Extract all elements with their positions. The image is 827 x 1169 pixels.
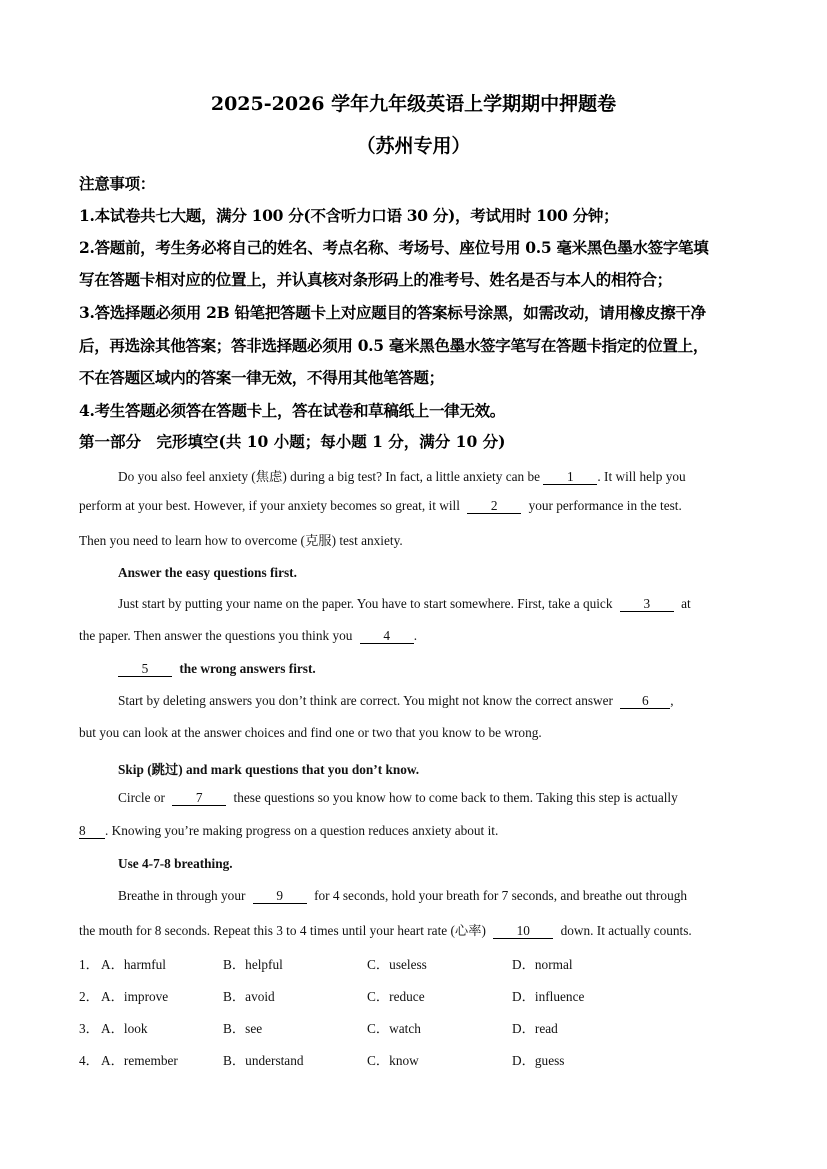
notes-line-4: 3.答选择题必须用 2B 铅笔把答题卡上对应题目的答案标号涂黑，如需改动，请用橡皮擦干净 [79,303,706,322]
text: . It will help you [597,469,686,484]
blank-1[interactable]: 1 [543,470,597,485]
passage-line [118,596,788,612]
text: Start by deleting answers you don’t think are correct. You might not know the correct answer [118,693,613,708]
blank-2[interactable]: 2 [467,499,521,514]
passage-subheading: Answer the easy questions first. [118,565,297,580]
blank-8[interactable]: 8 [79,824,105,839]
passage-line [118,693,788,709]
text: the paper. Then answer the questions you think you [79,628,353,643]
passage-line [79,498,749,514]
blank-3[interactable]: 3 [620,597,674,612]
passage-line [118,466,788,485]
question-number: 2． [79,989,99,1004]
text: your performance in the test. [528,498,682,513]
text: , [670,693,674,708]
text: Circle or [118,790,165,805]
blank-7[interactable]: 7 [172,791,226,806]
passage-line [118,888,788,904]
text: Do you also feel anxiety (焦虑) during a big test? In fact, a little anxiety can be [118,469,541,484]
passage-line [118,790,788,806]
option-c[interactable]: C．watch [367,1021,421,1036]
option-c[interactable]: C．know [367,1053,419,1068]
passage-line: Then you need to learn how to overcome (克服) test anxiety. [79,533,403,548]
passage-line [79,920,749,939]
text: for 4 seconds, hold your breath for 7 seconds, and breathe out through [314,888,688,903]
blank-9[interactable]: 9 [253,889,307,904]
question-number: 4． [79,1053,99,1068]
passage-line [79,628,749,644]
question-number: 3． [79,1021,99,1036]
passage-subheading [118,661,788,677]
notes-line-6: 不在答题区域内的答案一律无效，不得用其他笔答题； [79,368,444,387]
page-title: 2025-2026 学年九年级英语上学期期中押题卷 [210,93,617,115]
text: . Knowing you’re making progress on a question reduces anxiety about it. [105,823,499,838]
text: at [681,596,691,611]
notes-heading: 注意事项： [79,174,156,193]
option-d[interactable]: D．read [512,1021,558,1036]
option-c[interactable]: C．reduce [367,989,425,1004]
option-b[interactable]: B．see [223,1021,263,1036]
passage-subheading: Skip (跳过) and mark questions that you don’t know. [118,762,420,777]
option-a[interactable]: A．improve [101,989,169,1004]
blank-6[interactable]: 6 [620,694,670,709]
option-b[interactable]: B．understand [223,1053,304,1068]
text: the wrong answers first. [179,661,316,676]
option-d[interactable]: D．influence [512,989,585,1004]
text: Just start by putting your name on the paper. You have to start somewhere. First, take a quick [118,596,613,611]
text: perform at your best. However, if your anxiety becomes so great, it will [79,498,460,513]
option-b[interactable]: B．avoid [223,989,275,1004]
notes-line-5: 后，再选涂其他答案；答非选择题必须用 0.5 毫米黑色墨水签字笔写在答题卡指定的位置上， [79,336,709,355]
text: the mouth for 8 seconds. Repeat this 3 to 4 times until your heart rate (心率) [79,923,486,938]
page-subtitle: （苏州专用） [356,135,471,157]
blank-10[interactable]: 10 [493,924,553,939]
passage-line: but you can look at the answer choices and find one or two that you know to be wrong. [79,725,542,740]
option-a[interactable]: A．remember [101,1053,178,1068]
blank-4[interactable]: 4 [360,629,414,644]
question-number: 1． [79,957,99,972]
text: Breathe in through your [118,888,246,903]
text: . [413,628,418,643]
section-heading: 第一部分 完形填空(共 10 小题；每小题 1 分，满分 10 分) [79,432,506,451]
notes-line-7: 4.考生答题必须答在答题卡上，答在试卷和草稿纸上一律无效。 [79,401,505,420]
notes-line-3: 写在答题卡相对应的位置上，并认真核对条形码上的准考号、姓名是否与本人的相符合； [79,270,672,289]
notes-line-2: 2.答题前，考生务必将自己的姓名、考点名称、考场号、座位号用 0.5 毫米黑色墨水签字笔填 [79,238,709,257]
text: down. It actually counts. [560,923,692,938]
passage-subheading: Use 4-7-8 breathing. [118,856,233,871]
text: these questions so you know how to come back to them. Taking this step is actually [233,790,678,805]
option-b[interactable]: B．helpful [223,957,283,972]
option-c[interactable]: C．useless [367,957,427,972]
option-a[interactable]: A．look [101,1021,148,1036]
option-d[interactable]: D．guess [512,1053,565,1068]
notes-line-1: 1.本试卷共七大题，满分 100 分(不含听力口语 30 分)，考试用时 100 分钟； [79,206,619,225]
option-a[interactable]: A．harmful [101,957,166,972]
blank-5[interactable]: 5 [118,662,172,677]
passage-line [79,823,749,839]
option-d[interactable]: D．normal [512,957,573,972]
